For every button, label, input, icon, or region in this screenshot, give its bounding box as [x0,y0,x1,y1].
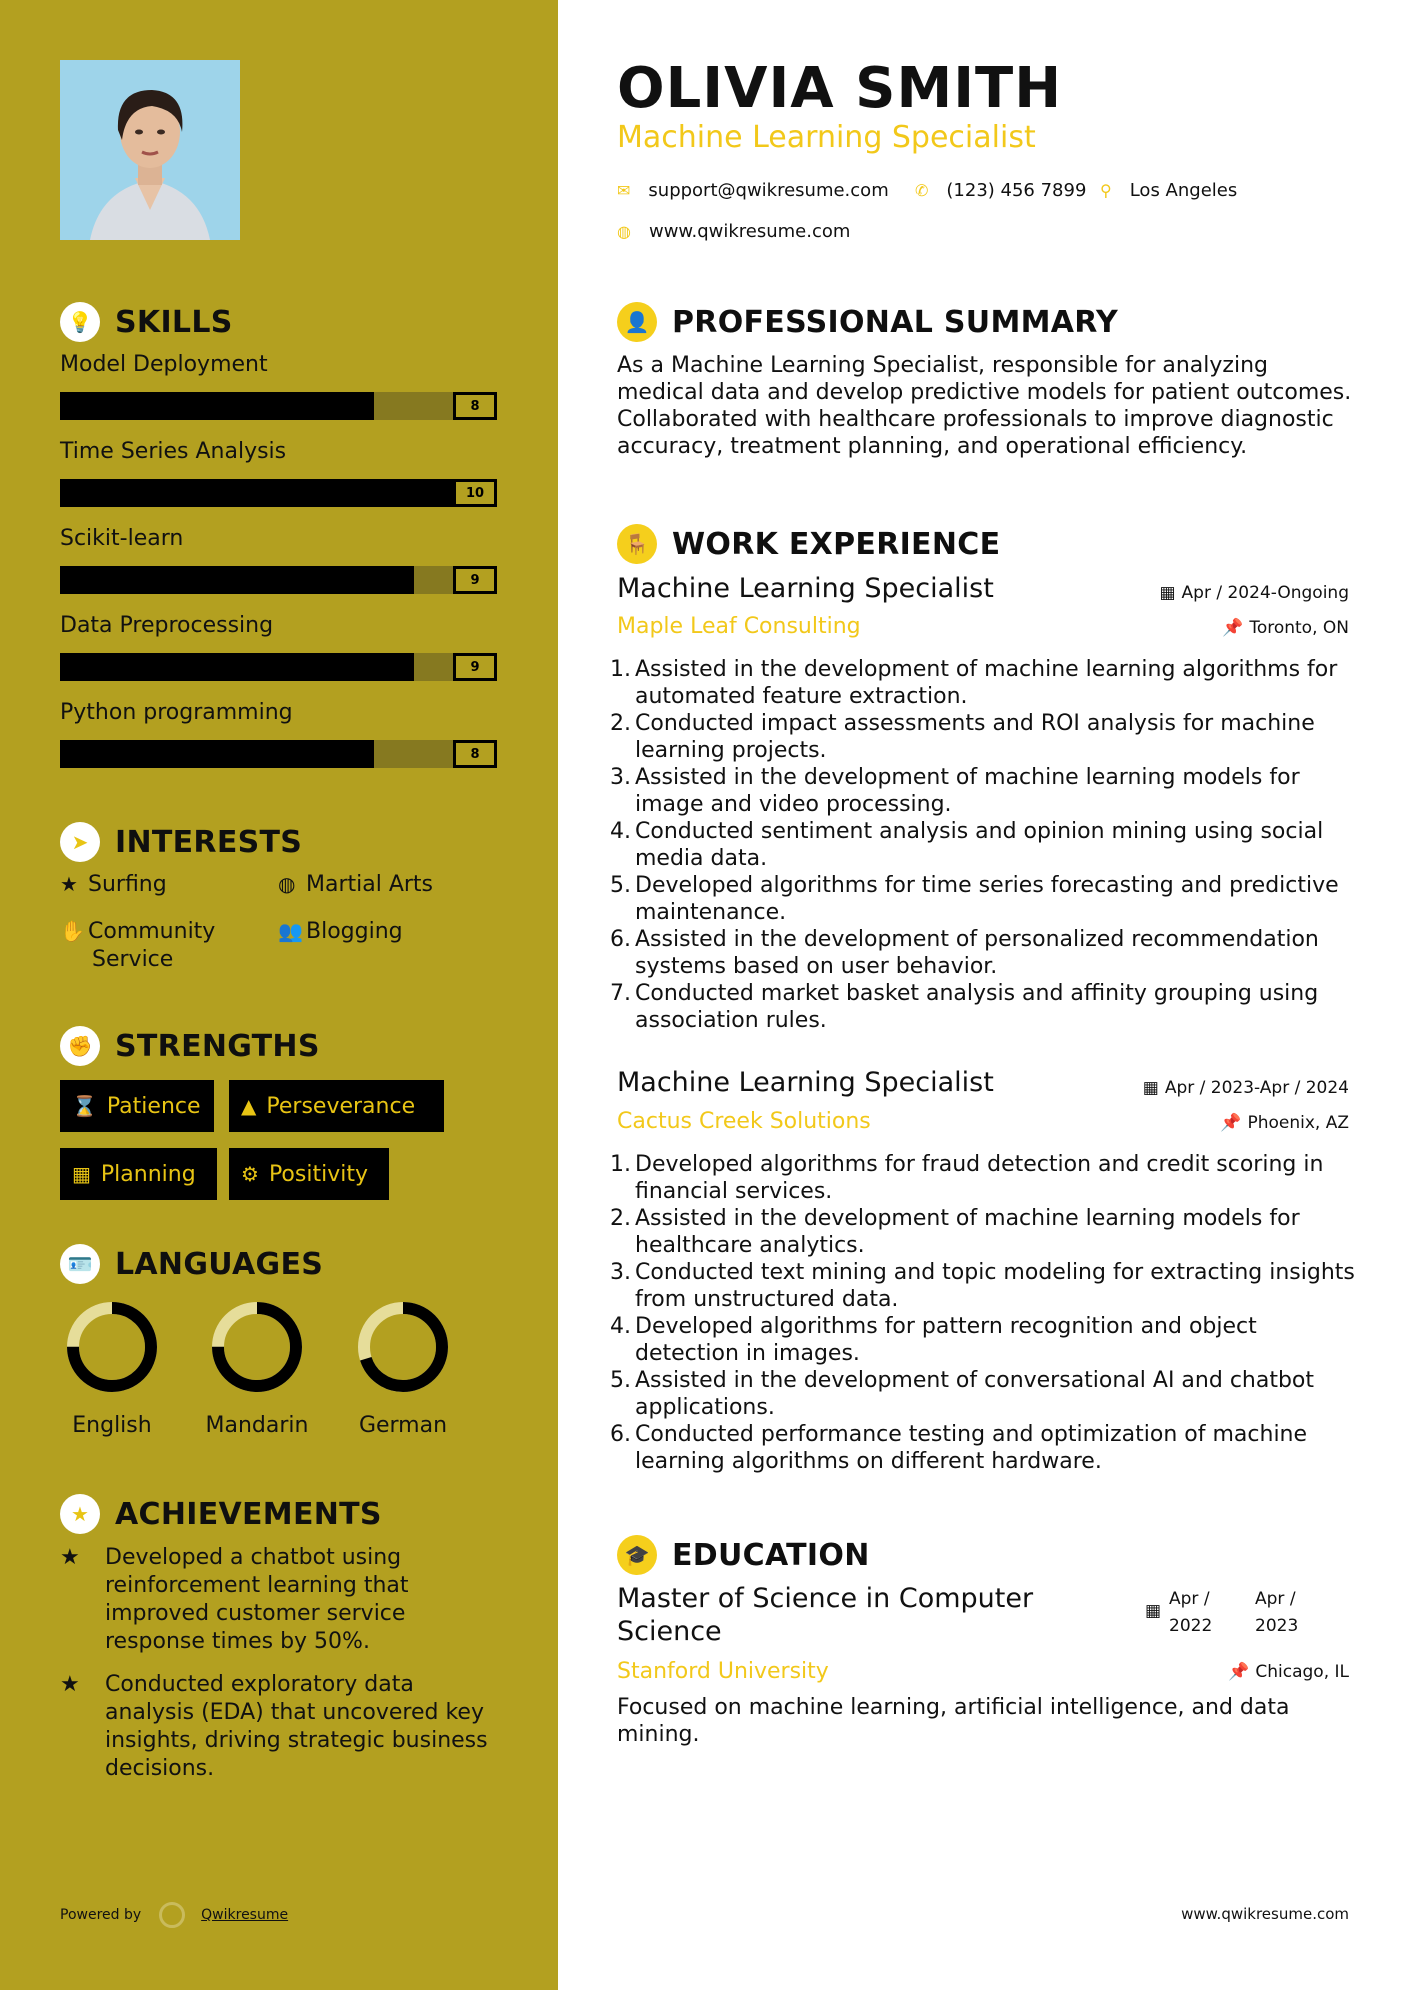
strength-tag: ⌛ Patience [60,1080,214,1132]
skill-bar-fill [60,566,414,594]
candidate-role: Machine Learning Specialist [617,120,1036,155]
skill-score: 8 [453,740,497,768]
gear-icon: ⚙ [241,1162,259,1186]
office-chair-icon: 🪑 [617,524,657,564]
skill-name: Model Deployment [60,352,268,377]
road-icon: ▲ [241,1094,257,1118]
skill-bar-fill [60,740,374,768]
language-ring-mandarin [207,1297,307,1397]
language-name: German [358,1413,448,1438]
hourglass-icon: ⌛ [72,1094,97,1118]
contact-phone[interactable]: ✆ (123) 456 7899 [915,180,1087,201]
interest-item: ✋ Community Service [60,919,216,972]
calendar-icon: ▦ [1142,1078,1159,1098]
achievements-heading: ★ ACHIEVEMENTS [60,1494,382,1534]
summary-text: As a Machine Learning Specialist, responsible for analyzing medical data and develop predictive models for patient outcomes. Collaborated with healthcare professionals to improve diagnostic accuracy, treatment planning, and operational efficiency. [617,353,1352,459]
skill-bar-fill [60,392,374,420]
list-item: 4. Conducted sentiment analysis and opinion mining using social media data. [610,819,1324,871]
experience-heading: 🪑 WORK EXPERIENCE [617,524,1000,564]
education-text: Focused on machine learning, artificial intelligence, and data mining. [617,1695,1290,1747]
qwikresume-logo-icon [159,1902,185,1928]
skill-bar [60,392,497,420]
language-name: English [72,1413,152,1438]
achievement-item: ★ Developed a chatbot using reinforcement learning that improved customer service response times by 50%. [60,1545,409,1654]
star-badge-icon: ★ [60,1494,100,1534]
list-item: 6. Assisted in the development of personalized recommendation systems based on user behavior. [610,927,1319,979]
pin-icon: 📌 [1222,618,1244,638]
skill-name: Python programming [60,700,293,725]
list-item: 5. Assisted in the development of conversational AI and chatbot applications. [610,1368,1315,1420]
job-bullets [609,656,1359,1034]
sidebar [0,0,558,1990]
skill-bar [60,479,497,507]
strength-tag: ⚙ Positivity [229,1148,389,1200]
calendar-icon: ▦ [1159,583,1176,603]
globe-icon: ◍ [617,222,631,241]
list-item: 2. Conducted impact assessments and ROI analysis for machine learning projects. [610,711,1315,763]
hand-icon: ✋ [60,919,85,943]
skill-bar [60,566,497,594]
graduate-icon: 🎓 [617,1535,657,1575]
language-name: Mandarin [205,1413,309,1438]
shooting-star-icon: ★ [60,1672,80,1697]
summary-heading: 👤 PROFESSIONAL SUMMARY [617,302,1118,342]
list-item: 3. Assisted in the development of machine learning models for image and video processing. [610,765,1300,817]
skill-score: 9 [453,653,497,681]
list-item: 1. Developed algorithms for fraud detection and credit scoring in financial services. [610,1152,1324,1204]
edu-end-date: Apr / 2023 [1255,1589,1299,1636]
pin-icon: 📌 [1228,1662,1250,1682]
skill-bar [60,740,497,768]
users-icon: 👥 [278,919,303,943]
strength-tag: ▦ Planning [60,1148,217,1200]
skills-heading: 💡 SKILLS [60,302,233,342]
calendar-icon: ▦ [72,1162,91,1186]
candidate-name: OLIVIA SMITH [617,56,1063,121]
school-name: Stanford University [617,1659,829,1684]
language-ring-english [62,1297,162,1397]
id-card-icon: 🪪 [60,1244,100,1284]
paper-plane-icon: ➤ [60,822,100,862]
achievement-item: ★ Conducted exploratory data analysis (EDA) that uncovered key insights, driving strategic business decisions. [60,1672,488,1781]
languages-heading: 🪪 LANGUAGES [60,1244,323,1284]
list-item: 2. Assisted in the development of machine learning models for healthcare analytics. [610,1206,1300,1258]
skill-score: 8 [453,392,497,420]
interest-item: ◍ Martial Arts [278,872,434,897]
skill-score: 9 [453,566,497,594]
lightbulb-icon: 💡 [60,302,100,342]
skill-bar-fill [60,653,414,681]
education-heading: 🎓 EDUCATION [617,1535,870,1575]
map-pin-icon: ⚲ [1100,181,1112,200]
strength-tag: ▲ Perseverance [229,1080,444,1132]
interest-item: 👥 Blogging [278,919,403,944]
footer-url[interactable]: www.qwikresume.com [1181,1905,1349,1923]
interest-item: ★ Surfing [60,872,167,897]
contact-email[interactable]: ✉ support@qwikresume.com [617,180,889,201]
skill-name: Scikit-learn [60,526,184,551]
list-item: 4. Developed algorithms for pattern recognition and object detection in images. [610,1314,1257,1366]
skill-name: Data Preprocessing [60,613,274,638]
edu-location: 📌 Chicago, IL [1228,1662,1349,1682]
fist-icon: ✊ [60,1026,100,1066]
calendar-icon: ▦ [1145,1601,1162,1621]
strengths-heading: ✊ STRENGTHS [60,1026,320,1066]
phone-icon: ✆ [915,181,929,200]
contact-website[interactable]: ◍ www.qwikresume.com [617,221,851,242]
list-item: 1. Assisted in the development of machine learning algorithms for automated feature extraction. [610,657,1338,709]
job-location: 📌 Toronto, ON [1222,618,1349,638]
list-item: 5. Developed algorithms for time series forecasting and predictive maintenance. [610,873,1339,925]
company-name: Cactus Creek Solutions [617,1109,871,1134]
qwikresume-link[interactable]: Qwikresume [201,1907,289,1923]
profile-photo [60,60,240,240]
star-icon: ★ [60,872,78,896]
skill-score: 10 [453,479,497,507]
skill-name: Time Series Analysis [60,439,287,464]
list-item: 6. Conducted performance testing and optimization of machine learning algorithms on different hardware. [610,1422,1308,1474]
job-dates: ▦ Apr / 2024-Ongoing [1159,583,1349,603]
interests-heading: ➤ INTERESTS [60,822,302,862]
shooting-star-icon: ★ [60,1545,80,1570]
job-location: 📌 Phoenix, AZ [1220,1113,1349,1133]
skill-bar-fill [60,479,453,507]
degree-title: Master of Science in Computer Science [617,1583,1034,1647]
envelope-icon: ✉ [617,181,631,200]
job-title: Machine Learning Specialist [617,573,994,604]
skill-bar [60,653,497,681]
pin-icon: 📌 [1220,1113,1242,1133]
list-item: 3. Conducted text mining and topic modeling for extracting insights from unstructured data. [610,1260,1355,1312]
edu-start-date: ▦ Apr / 2022 [1145,1589,1213,1636]
globe-icon: ◍ [278,872,296,896]
job-bullets [609,1151,1359,1475]
user-icon: 👤 [617,302,657,342]
job-dates: ▦ Apr / 2023-Apr / 2024 [1142,1078,1349,1098]
contact-location: ⚲ Los Angeles [1100,180,1238,201]
list-item: 7. Conducted market basket analysis and affinity grouping using association rules. [610,981,1319,1033]
powered-by: Powered by Qwikresume [60,1902,288,1928]
company-name: Maple Leaf Consulting [617,614,861,639]
job-title: Machine Learning Specialist [617,1067,994,1098]
language-ring-german [353,1297,453,1397]
